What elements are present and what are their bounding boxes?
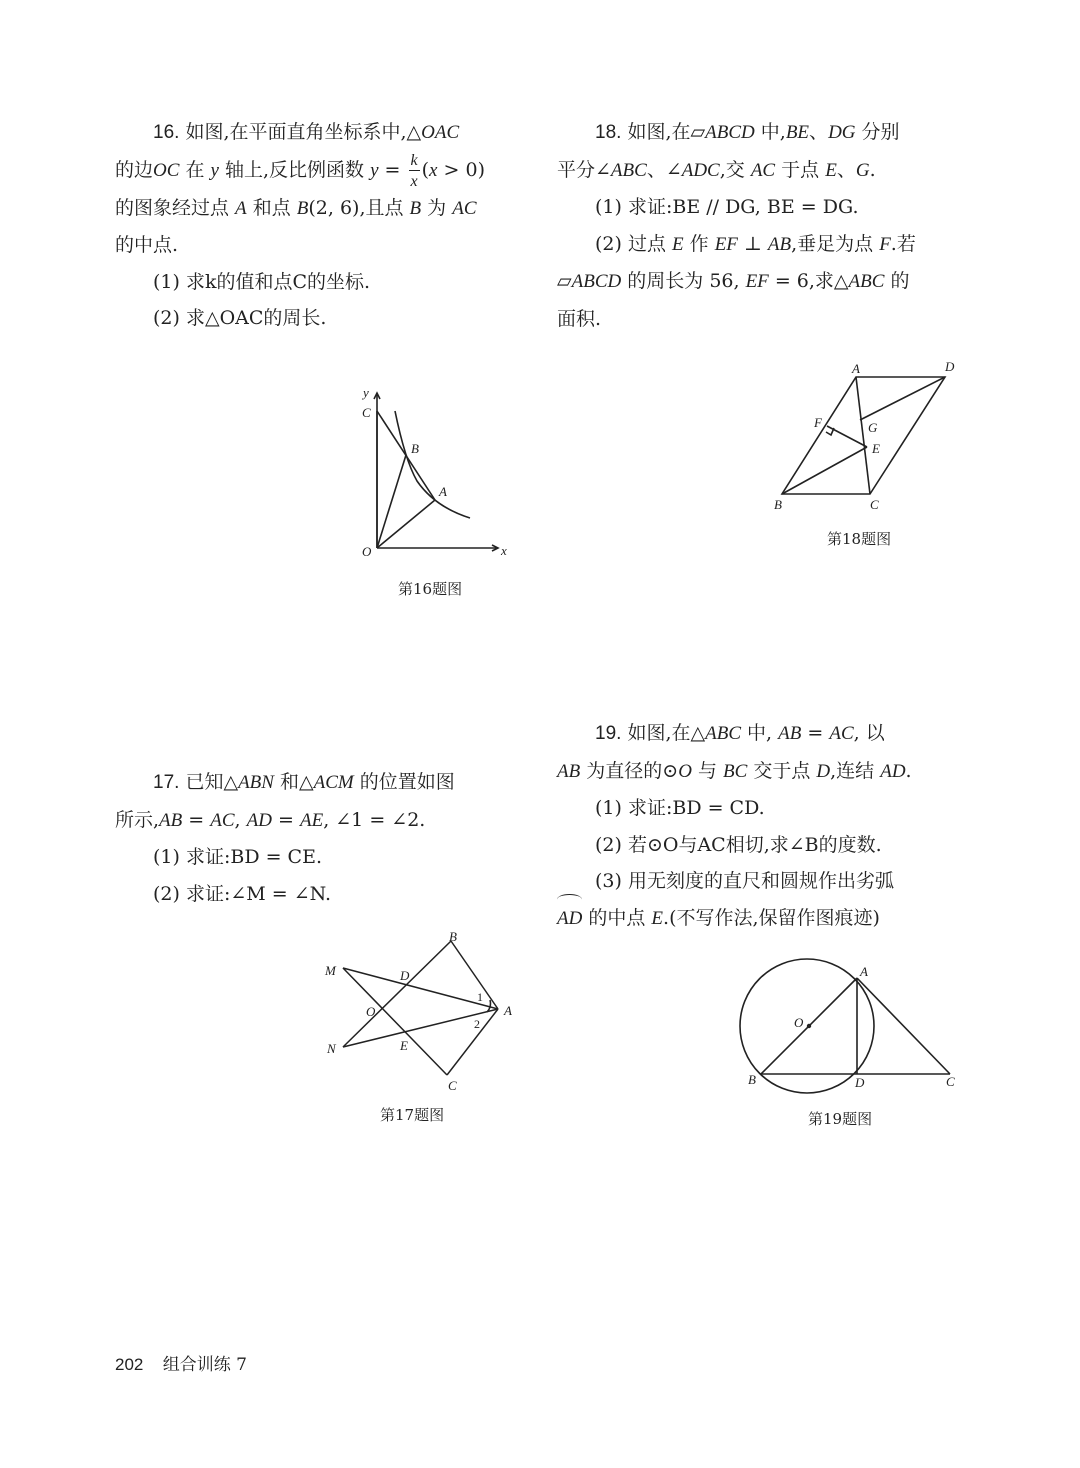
fig17-label-m: M — [325, 963, 336, 978]
fig17-label-e: E — [400, 1038, 408, 1053]
fig16-label-a: A — [439, 484, 447, 499]
page-footer — [115, 1350, 247, 1375]
problem-17: 17. 已知△ABN 和△ACM 的位置如图 所示,AB = AC, AD = AE, ∠1 = ∠2. (1) 求证:BD = CE. (2) 求证:∠M = ∠N. — [115, 764, 527, 912]
problem-19-q2: (2) 若⊙O与AC相切,求∠B的度数. — [595, 833, 882, 856]
caption-17: 第17题图 — [380, 1106, 445, 1124]
figure-19 — [730, 960, 970, 1110]
fig16-label-b: B — [411, 441, 419, 456]
fig17-label-d: D — [400, 968, 410, 983]
problem-18: 18. 如图,在▱ABCD 中,BE、DG 分别 平分∠ABC、∠ADC,交 AC 于点 E、G. (1) 求证:BE // DG, BE = DG. (2) 过点 E 作 EF ⊥ AB,垂足为点 F.若 ▱ABCD 的周长为 56, EF = 6,求△ABC 的 面积. — [557, 114, 971, 337]
fig19-label-c: C — [946, 1074, 955, 1089]
fig17-label-2: 2 — [474, 1017, 480, 1031]
problem-16: 16. 如图,在平面直角坐标系中,△OAC 的边OC 在 y 轴上,反比例函数 y = $\frac{k}{x}$ (x > 0) 的图象经过点 A 和点 B(2, 6),且点 B 为 AC 的中点. (1) 求k的值和点C的坐标. (2) 求△OAC的周长. — [115, 114, 527, 337]
fig16-label-c: C — [362, 405, 371, 420]
fig17-label-a: A — [504, 1003, 512, 1018]
caption-19: 第19题图 — [808, 1110, 873, 1128]
problem-16-text: 16. 如图,在平面直角坐标系中,△OAC — [153, 121, 460, 143]
problem-18-q1: (1) 求证:BE // DG, BE = DG. — [595, 196, 859, 218]
fig17-label-1: 1 — [477, 990, 483, 1004]
fig18-label-g: G — [868, 420, 878, 435]
fig18-label-a: A — [852, 361, 860, 376]
caption-16: 第16题图 — [398, 580, 463, 598]
fig18-label-b: B — [774, 497, 782, 512]
fig17-label-o: O — [366, 1004, 376, 1019]
fig18-label-f: F — [814, 415, 822, 430]
fig17-label-n: N — [327, 1041, 336, 1056]
fig17-label-c: C — [448, 1078, 457, 1093]
section-title: 组合训练 7 — [162, 1355, 248, 1375]
fig18-label-c: C — [870, 497, 879, 512]
problem-19: 19. 如图,在△ABC 中, AB = AC, 以 AB 为直径的⊙O 与 BC 交于点 D,连结 AD. (1) 求证:BD = CD. (2) 若⊙O与AC相切,求∠B的度数. (3) 用无刻度的直尺和圆规作出劣弧 AD 的中点 E.(不写作法,保留作图痕迹) — [557, 715, 971, 937]
problem-17-q2: (2) 求证:∠M = ∠N. — [153, 882, 332, 905]
page-number: 202 — [115, 1355, 144, 1374]
fig16-label-o: O — [362, 544, 372, 559]
fig16-label-x: x — [501, 543, 507, 558]
problem-16-q2: (2) 求△OAC的周长. — [153, 307, 327, 329]
problem-16-q1: (1) 求k的值和点C的坐标. — [153, 270, 371, 293]
fig17-label-b: B — [449, 929, 457, 944]
fig19-label-d: D — [855, 1075, 865, 1090]
figure-18 — [770, 360, 970, 520]
caption-18: 第18题图 — [827, 530, 892, 548]
fig19-label-o: O — [794, 1015, 804, 1030]
fig19-label-a: A — [860, 964, 868, 979]
problem-19-q1: (1) 求证:BD = CD. — [595, 797, 765, 819]
fig16-label-y: y — [363, 385, 369, 400]
problem-17-q1: (1) 求证:BD = CE. — [153, 846, 322, 868]
figure-16 — [355, 385, 515, 565]
fig18-label-e: E — [872, 441, 880, 456]
fig18-label-d: D — [945, 359, 955, 374]
fig19-label-b: B — [748, 1072, 756, 1087]
figure-17 — [322, 929, 522, 1093]
